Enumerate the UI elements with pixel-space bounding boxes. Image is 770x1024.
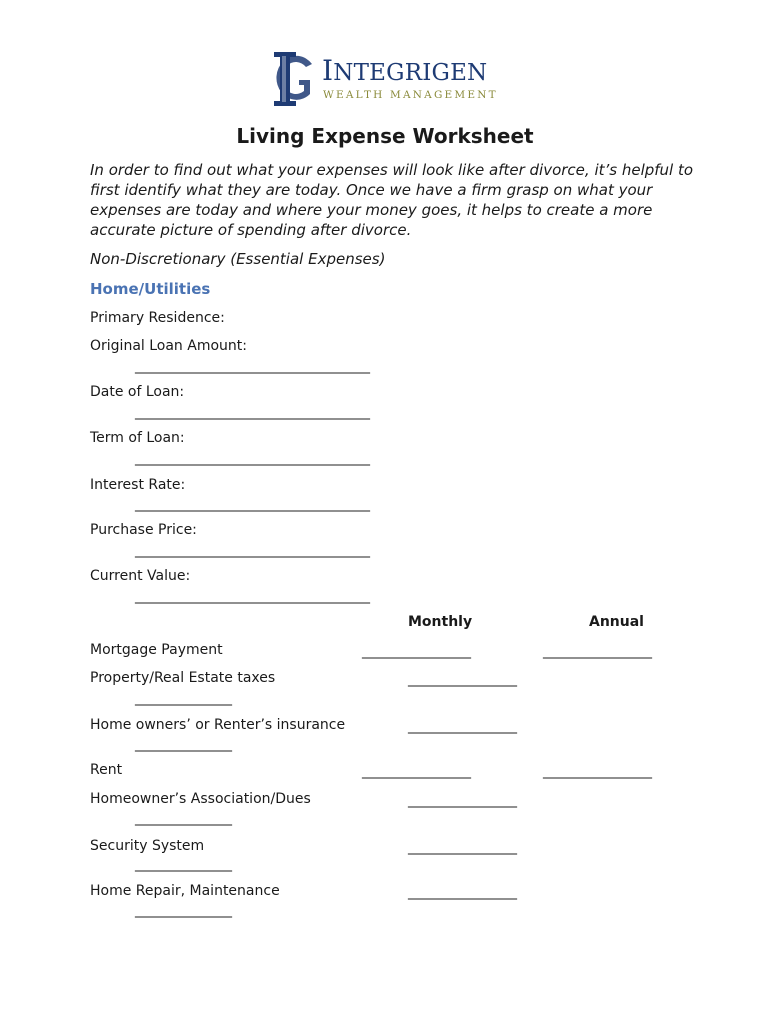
annual-blank[interactable]: ________________ xyxy=(135,690,231,706)
expense-label: Security System xyxy=(90,838,205,854)
loan-field-label: Date of Loan: xyxy=(90,384,185,400)
section-heading: Home/Utilities xyxy=(90,280,211,298)
annual-blank[interactable]: __________________ xyxy=(543,763,651,779)
monthly-blank[interactable]: __________________ xyxy=(408,718,516,734)
monthly-blank[interactable]: __________________ xyxy=(408,839,516,855)
expense-label: Homeowner’s Association/Dues xyxy=(90,791,311,807)
loan-field-label: Current Value: xyxy=(90,568,191,584)
loan-field-blank[interactable]: _______________________________________ xyxy=(135,450,369,466)
loan-field-label: Purchase Price: xyxy=(90,522,197,538)
loan-field-label: Original Loan Amount: xyxy=(90,338,247,354)
loan-field-blank[interactable]: _______________________________________ xyxy=(135,358,369,374)
primary-residence-label: Primary Residence: xyxy=(90,310,225,326)
logo-tagline: WEALTH MANAGEMENT xyxy=(323,89,498,101)
monthly-blank[interactable]: __________________ xyxy=(362,763,470,779)
logo-wordmark: INTEGRIGEN xyxy=(322,54,488,87)
ig-monogram-icon xyxy=(266,50,316,108)
intro-paragraph: In order to find out what your expenses will look like after divorce, it’s helpful to first identify what they are today. Once we have a firm grasp on what your expenses are today and where your money goes, it helps to create a more accurate picture of spending after divorce. xyxy=(90,161,694,239)
annual-blank[interactable]: __________________ xyxy=(543,643,651,659)
loan-field-blank[interactable]: _______________________________________ xyxy=(135,588,369,604)
expense-label: Home owners’ or Renter’s insurance xyxy=(90,717,346,733)
annual-blank[interactable]: ________________ xyxy=(135,902,231,918)
monthly-blank[interactable]: __________________ xyxy=(408,671,516,687)
loan-field-label: Interest Rate: xyxy=(90,477,186,493)
expense-label: Rent xyxy=(90,762,123,778)
annual-blank[interactable]: ________________ xyxy=(135,810,231,826)
annual-blank[interactable]: ________________ xyxy=(135,736,231,752)
monthly-blank[interactable]: __________________ xyxy=(362,643,470,659)
loan-field-blank[interactable]: _______________________________________ xyxy=(135,542,369,558)
loan-field-blank[interactable]: _______________________________________ xyxy=(135,496,369,512)
loan-field-blank[interactable]: _______________________________________ xyxy=(135,404,369,420)
monthly-blank[interactable]: __________________ xyxy=(408,792,516,808)
annual-blank[interactable]: ________________ xyxy=(135,856,231,872)
category-label: Non-Discretionary (Essential Expenses) xyxy=(90,250,386,268)
annual-column-header: Annual xyxy=(589,614,644,630)
monthly-column-header: Monthly xyxy=(408,614,473,630)
expense-label: Home Repair, Maintenance xyxy=(90,883,280,899)
expense-label: Mortgage Payment xyxy=(90,642,223,658)
expense-label: Property/Real Estate taxes xyxy=(90,670,276,686)
loan-field-label: Term of Loan: xyxy=(90,430,185,446)
page-title: Living Expense Worksheet xyxy=(236,124,534,148)
company-logo xyxy=(266,50,506,108)
monthly-blank[interactable]: __________________ xyxy=(408,884,516,900)
